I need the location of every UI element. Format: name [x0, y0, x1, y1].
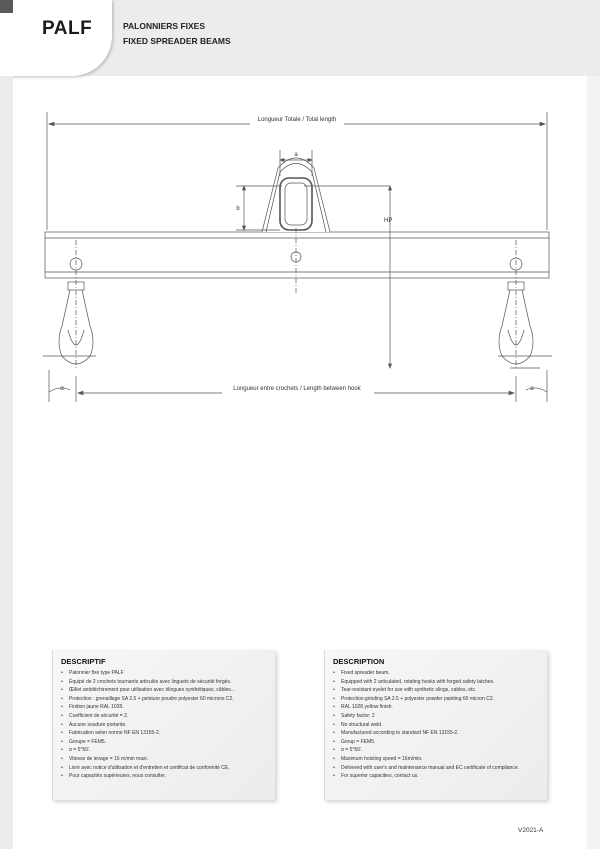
list-item: • Pour capacités supérieures, nous consulter.	[61, 772, 271, 781]
list-item: • Equipped with 2 articulated, rotating hooks with forged safety latches.	[333, 678, 543, 687]
list-item: • Finition jaune RAL 1028.	[61, 703, 271, 712]
list-item: • Manufactured according to standard NF EN 13155-2.	[333, 729, 543, 738]
dim-hp-label: HP	[384, 218, 393, 224]
alpha-right-label: α	[530, 386, 534, 392]
list-item: • For superior capacities, contact us.	[333, 772, 543, 781]
title-french: PALONNIERS FIXES	[123, 21, 206, 31]
logo-tab	[0, 0, 112, 76]
right-margin-stripe	[587, 76, 600, 849]
list-item: • Maximum hoisting speed = 16m/min.	[333, 755, 543, 764]
beam-body	[45, 232, 549, 278]
list-item: • Delivered with user's and maintenance manual and EC certificate of compliance.	[333, 764, 543, 773]
title-english: FIXED SPREADER BEAMS	[123, 36, 231, 46]
list-item: • Fixed spreader beam.	[333, 669, 543, 678]
list-item: • Protection : grenaillage SA 2.5 + peinture poudre polyester 60 microns C2.	[61, 695, 271, 704]
list-item: • Groupe = FEM5.	[61, 738, 271, 747]
list-item: • Livré avec notice d'utilisation et d'entretien et certificat de conformité CE.	[61, 764, 271, 773]
page-header	[0, 0, 600, 80]
alpha-right-arc	[526, 388, 547, 392]
list-item: • Fabrication selon norme NF EN 13155-2.	[61, 729, 271, 738]
spreader-beam-drawing	[40, 110, 560, 410]
list-item: • Palonnier fixe type PALF	[61, 669, 271, 678]
list-item: • α = 5°50'.	[333, 746, 543, 755]
dim-a-label: a	[294, 152, 298, 158]
list-item: • Tear-resistant eyelet for use with synthetic slings, cables, etc.	[333, 686, 543, 695]
list-item: • Group = FEM5.	[333, 738, 543, 747]
list-item: • Safety factor: 2	[333, 712, 543, 721]
list-item: • Protection:grinding SA 2.5 + polyester powder painting 60 micron C2.	[333, 695, 543, 704]
alpha-left-label: α	[60, 386, 64, 392]
left-margin-stripe	[0, 76, 13, 849]
description-list	[333, 669, 543, 781]
list-item: • Vitesse de levage = 16 m/min maxi.	[61, 755, 271, 764]
dim-b-label: b	[236, 206, 240, 212]
description-box	[324, 650, 547, 800]
total-length-label: Longueur Totale / Total length	[257, 117, 337, 123]
list-item: • Coefficient de sécurité = 2.	[61, 712, 271, 721]
descriptif-list	[61, 669, 271, 781]
list-item: • α = 5°50'.	[61, 746, 271, 755]
corner-tab	[0, 0, 13, 13]
list-item: • RAL 1028 yellow finish.	[333, 703, 543, 712]
descriptif-heading: DESCRIPTIF	[61, 657, 106, 666]
version-label: V2021-A	[518, 827, 544, 834]
list-item: • Aucune soudure portante.	[61, 721, 271, 730]
product-logo: PALF	[42, 18, 93, 39]
list-item: • Œillet antidéchirement pour utilisation avec élingues synthétiques, câbles...	[61, 686, 271, 695]
descriptif-box	[52, 650, 275, 800]
list-item: • Équipé de 2 crochets tournants articulés avec linguets de sécurité forgés.	[61, 678, 271, 687]
list-item: • No structural weld.	[333, 721, 543, 730]
description-heading: DESCRIPTION	[333, 657, 385, 666]
hook-length-label: Longueur entre crochets / Length between hook	[233, 386, 361, 392]
